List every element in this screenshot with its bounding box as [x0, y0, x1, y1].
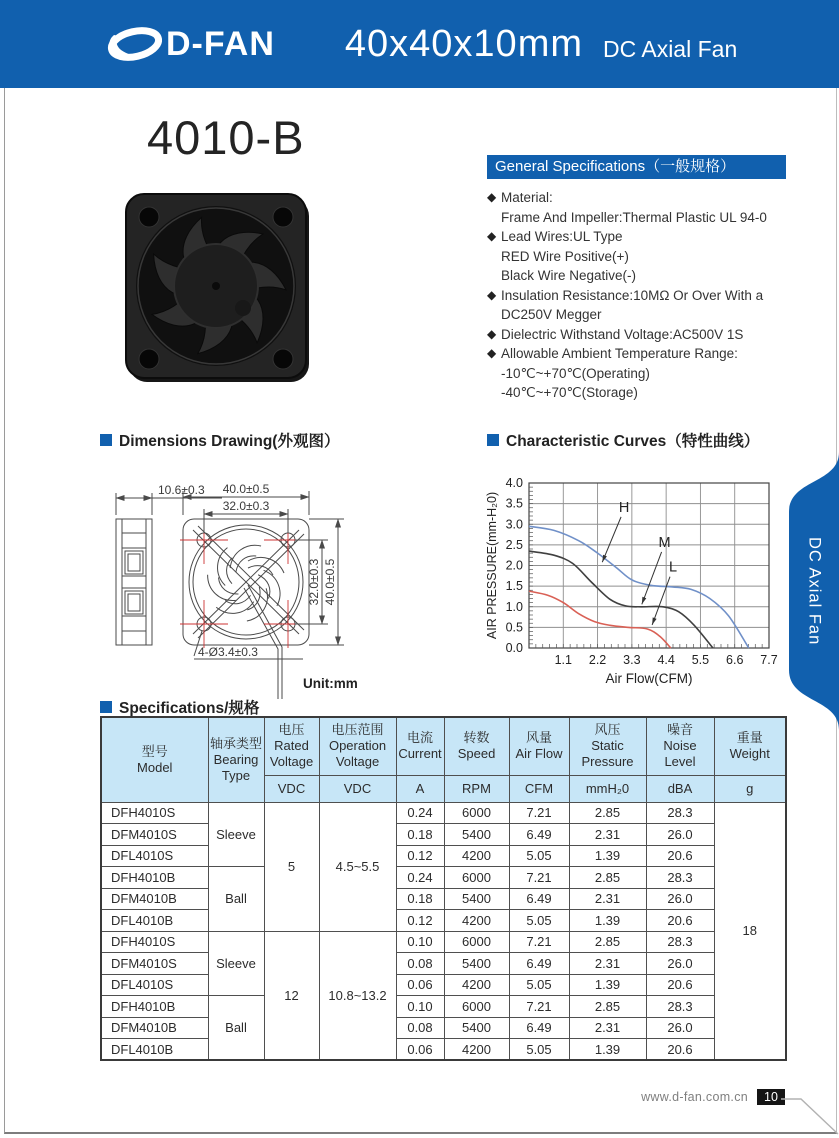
cell-pressure: 2.85	[569, 996, 646, 1018]
cell-noise: 26.0	[646, 1017, 714, 1039]
cell-speed: 6000	[444, 867, 509, 889]
dim-width-inner: 32.0±0.3	[222, 499, 270, 513]
general-specs-list	[487, 188, 786, 403]
spec-list-item	[487, 188, 786, 208]
svg-text:0.5: 0.5	[505, 620, 523, 635]
section-dimensions-label: Dimensions Drawing(外观图）	[119, 433, 340, 450]
header-band	[0, 0, 839, 88]
table-row	[101, 888, 786, 910]
cell-model: DFH4010B	[101, 867, 208, 889]
cell-model: DFL4010S	[101, 974, 208, 996]
x-axis-label: Air Flow(CFM)	[605, 671, 693, 686]
spec-list-item	[487, 305, 786, 325]
dim-unit: Unit:mm	[303, 676, 358, 691]
spec-list-item	[487, 227, 786, 247]
unit-header: mmH₂0	[569, 775, 646, 802]
cell-airflow: 7.21	[509, 802, 569, 824]
svg-text:4.4: 4.4	[657, 653, 675, 667]
cell-pressure: 2.31	[569, 953, 646, 975]
table-row	[101, 1039, 786, 1061]
spec-list-text: Frame And Impeller:Thermal Plastic UL 94-0	[501, 209, 767, 225]
cell-model: DFL4010B	[101, 1039, 208, 1061]
swoosh-logo-icon	[106, 23, 162, 65]
section-dimensions	[100, 429, 339, 451]
spec-list-text: RED Wire Positive(+)	[501, 248, 629, 264]
cell-model: DFM4010B	[101, 888, 208, 910]
cell-noise: 20.6	[646, 1039, 714, 1061]
diamond-bullet-icon: ◆	[487, 287, 497, 302]
cell-current: 0.24	[396, 867, 444, 889]
page-subtitle: DC Axial Fan	[603, 35, 738, 62]
spec-list-item	[487, 364, 786, 384]
table-row	[101, 974, 786, 996]
dim-height-inner: 32.0±0.3	[307, 558, 321, 606]
svg-text:1.0: 1.0	[505, 599, 523, 614]
table-row	[101, 802, 786, 824]
cell-speed: 5400	[444, 824, 509, 846]
svg-text:6.6: 6.6	[726, 653, 744, 667]
diamond-bullet-icon: ◆	[487, 326, 497, 341]
cell-speed: 4200	[444, 1039, 509, 1061]
general-specs-header: General Specifications（一般规格）	[487, 155, 786, 179]
svg-text:3.3: 3.3	[623, 653, 641, 667]
table-row	[101, 910, 786, 932]
column-header: 风量 Air Flow	[509, 717, 569, 775]
cell-voltage: 5	[264, 802, 319, 931]
cell-bearing: Ball	[208, 996, 264, 1061]
curve-l	[529, 591, 671, 648]
cell-pressure: 1.39	[569, 910, 646, 932]
cell-weight: 18	[714, 802, 786, 1060]
unit-header: VDC	[264, 775, 319, 802]
cell-speed: 4200	[444, 974, 509, 996]
page-title: 40x40x10mm	[344, 22, 584, 65]
spec-list-item	[487, 344, 786, 364]
characteristic-curves-chart	[484, 448, 784, 693]
section-specifications-label: Specifications/规格	[119, 700, 260, 717]
brand-name: D-FAN	[166, 24, 275, 63]
unit-header: A	[396, 775, 444, 802]
cell-speed: 5400	[444, 888, 509, 910]
cell-pressure: 1.39	[569, 1039, 646, 1061]
cell-airflow: 6.49	[509, 824, 569, 846]
cell-noise: 28.3	[646, 802, 714, 824]
dim-height-outer: 40.0±0.5	[323, 558, 337, 606]
cell-airflow: 6.49	[509, 953, 569, 975]
dim-width-outer: 40.0±0.5	[222, 482, 270, 496]
unit-header: g	[714, 775, 786, 802]
spec-list-text: -10℃~+70℃(Operating)	[501, 365, 650, 381]
column-header: 重量 Weight	[714, 717, 786, 775]
cell-pressure: 2.31	[569, 888, 646, 910]
cell-model: DFH4010S	[101, 802, 208, 824]
spec-list-item	[487, 208, 786, 228]
cell-model: DFH4010B	[101, 996, 208, 1018]
cell-speed: 5400	[444, 1017, 509, 1039]
cell-noise: 28.3	[646, 996, 714, 1018]
svg-text:3.5: 3.5	[505, 496, 523, 511]
cell-current: 0.12	[396, 910, 444, 932]
cell-airflow: 6.49	[509, 1017, 569, 1039]
column-header: 型号 Model	[101, 717, 208, 802]
spec-list-text: Allowable Ambient Temperature Range:	[501, 346, 738, 361]
svg-text:2.2: 2.2	[588, 653, 607, 667]
fan-product-photo	[123, 186, 313, 388]
section-curves-label: Characteristic Curves（特性曲线）	[506, 433, 760, 450]
spec-list-item	[487, 247, 786, 267]
cell-pressure: 2.85	[569, 802, 646, 824]
spec-list-text: Black Wire Negative(-)	[501, 268, 637, 283]
cell-bearing: Ball	[208, 867, 264, 932]
specifications-table	[100, 716, 787, 1061]
column-header: 风压 Static Pressure	[569, 717, 646, 775]
cell-voltage: 12	[264, 931, 319, 1060]
website-text: www.d-fan.com.cn	[641, 1090, 748, 1104]
dim-thickness: 10.6±0.3	[158, 483, 205, 497]
cell-current: 0.12	[396, 845, 444, 867]
cell-current: 0.10	[396, 931, 444, 953]
side-tab-label: DC Axial Fan	[805, 536, 824, 646]
table-row	[101, 845, 786, 867]
unit-header: RPM	[444, 775, 509, 802]
cell-current: 0.24	[396, 802, 444, 824]
cell-airflow: 5.05	[509, 974, 569, 996]
diamond-bullet-icon: ◆	[487, 346, 497, 360]
cell-pressure: 1.39	[569, 845, 646, 867]
cell-model: DFM4010S	[101, 824, 208, 846]
svg-text:1.5: 1.5	[505, 579, 523, 594]
cell-noise: 28.3	[646, 931, 714, 953]
svg-text:7.7: 7.7	[760, 653, 778, 667]
cell-pressure: 2.85	[569, 931, 646, 953]
column-header: 电压 Rated Voltage	[264, 717, 319, 775]
general-specs-panel	[487, 155, 786, 403]
cell-current: 0.10	[396, 996, 444, 1018]
cell-airflow: 7.21	[509, 996, 569, 1018]
cell-pressure: 2.31	[569, 824, 646, 846]
spec-list-text: DC250V Megger	[501, 307, 602, 322]
table-row	[101, 953, 786, 975]
cell-airflow: 7.21	[509, 867, 569, 889]
cell-current: 0.08	[396, 1017, 444, 1039]
curve-label-m: M	[658, 534, 671, 551]
cell-noise: 26.0	[646, 888, 714, 910]
y-axis-label: AIR PRESSURE(mm-H₂0)	[485, 491, 499, 640]
cell-speed: 6000	[444, 802, 509, 824]
cell-noise: 20.6	[646, 974, 714, 996]
curve-label-h: H	[618, 499, 630, 516]
cell-current: 0.18	[396, 824, 444, 846]
cell-noise: 20.6	[646, 845, 714, 867]
section-square-icon	[100, 434, 112, 446]
unit-header: dBA	[646, 775, 714, 802]
side-tab-dc-axial-fan	[789, 452, 839, 730]
cell-speed: 5400	[444, 953, 509, 975]
unit-header: VDC	[319, 775, 396, 802]
cell-speed: 6000	[444, 996, 509, 1018]
cell-airflow: 7.21	[509, 931, 569, 953]
svg-text:0.0: 0.0	[505, 641, 523, 655]
cell-model: DFM4010S	[101, 953, 208, 975]
cell-model: DFL4010S	[101, 845, 208, 867]
column-header: 转数 Speed	[444, 717, 509, 775]
svg-text:1.1: 1.1	[554, 653, 572, 667]
diamond-bullet-icon: ◆	[487, 229, 497, 243]
cell-model: DFH4010S	[101, 931, 208, 953]
cell-pressure: 2.85	[569, 867, 646, 889]
footer	[520, 1089, 785, 1105]
spec-list-text: Lead Wires:UL Type	[501, 229, 623, 244]
cell-speed: 4200	[444, 845, 509, 867]
table-row	[101, 824, 786, 846]
table-row	[101, 931, 786, 953]
cell-model: DFL4010B	[101, 910, 208, 932]
svg-text:2.5: 2.5	[505, 537, 523, 552]
cell-noise: 26.0	[646, 824, 714, 846]
spec-list-item	[487, 286, 786, 306]
cell-bearing: Sleeve	[208, 802, 264, 867]
cell-speed: 6000	[444, 931, 509, 953]
product-model-title: 4010-B	[147, 111, 305, 164]
cell-bearing: Sleeve	[208, 931, 264, 996]
cell-pressure: 2.31	[569, 1017, 646, 1039]
table-row	[101, 1017, 786, 1039]
column-header: 噪音 Noise Level	[646, 717, 714, 775]
cell-op-voltage: 10.8~13.2	[319, 931, 396, 1060]
spec-list-item	[487, 266, 786, 286]
dimensions-drawing	[98, 455, 478, 705]
dim-holes: 4-Ø3.4±0.3	[198, 645, 258, 659]
cell-airflow: 6.49	[509, 888, 569, 910]
cell-noise: 20.6	[646, 910, 714, 932]
spec-list-item	[487, 325, 786, 345]
cell-airflow: 5.05	[509, 845, 569, 867]
section-square-icon	[487, 434, 499, 446]
cell-current: 0.08	[396, 953, 444, 975]
table-row	[101, 867, 786, 889]
page-number-badge: 10	[757, 1089, 785, 1105]
diamond-bullet-icon: ◆	[487, 190, 497, 204]
brand-logo	[106, 23, 275, 65]
svg-text:3.0: 3.0	[505, 517, 523, 532]
svg-text:2.0: 2.0	[505, 558, 523, 573]
curve-label-l: L	[668, 559, 678, 576]
column-header: 轴承类型 Bearing Type	[208, 717, 264, 802]
spec-list-item	[487, 383, 786, 403]
spec-list-text: Insulation Resistance:10MΩ Or Over With a	[501, 287, 764, 303]
cell-airflow: 5.05	[509, 910, 569, 932]
cell-current: 0.06	[396, 1039, 444, 1061]
cell-airflow: 5.05	[509, 1039, 569, 1061]
unit-header: CFM	[509, 775, 569, 802]
cell-current: 0.06	[396, 974, 444, 996]
cell-current: 0.18	[396, 888, 444, 910]
cell-noise: 26.0	[646, 953, 714, 975]
column-header: 电流 Current	[396, 717, 444, 775]
corner-decoration-line	[780, 1093, 839, 1135]
cell-pressure: 1.39	[569, 974, 646, 996]
spec-list-text: -40℃~+70℃(Storage)	[501, 385, 638, 400]
cell-model: DFM4010B	[101, 1017, 208, 1039]
cell-noise: 28.3	[646, 867, 714, 889]
svg-text:4.0: 4.0	[505, 476, 523, 490]
svg-text:5.5: 5.5	[691, 653, 710, 667]
spec-list-text: Material:	[501, 190, 553, 205]
table-row	[101, 996, 786, 1018]
cell-op-voltage: 4.5~5.5	[319, 802, 396, 931]
column-header: 电压范围 Operation Voltage	[319, 717, 396, 775]
cell-speed: 4200	[444, 910, 509, 932]
spec-list-text: Dielectric Withstand Voltage:AC500V 1S	[501, 326, 744, 342]
